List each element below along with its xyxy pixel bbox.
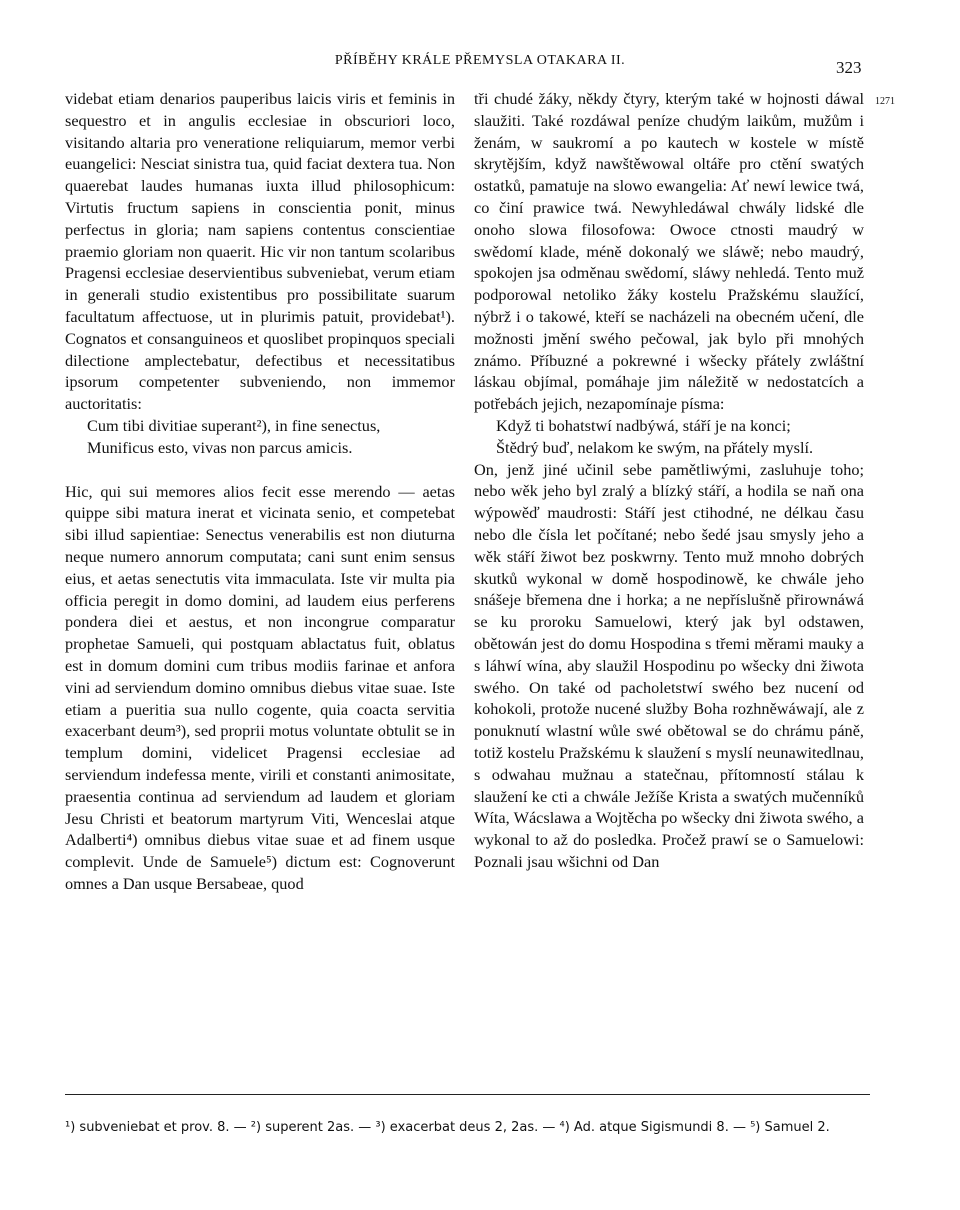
- czech-column: [474, 88, 864, 873]
- running-title: PŘÍBĚHY KRÁLE PŘEMYSLA OTAKARA II.: [334, 53, 626, 68]
- footnote-divider: [65, 1094, 870, 1095]
- latin-verse-line-1: Cum tibi divitiae superant²), in fine senectus,: [87, 415, 381, 435]
- latin-verse-line-2: Munificus esto, vivas non parcus amicis.: [87, 437, 353, 457]
- latin-paragraph-1: videbat etiam denarios pauperibus laicis viris et feminis in sequestro et in angulis ecclesiae in obscuriori loco, visitando altaria pro veneratione reliquiarum, memor verbi euangelici: Nesciat sinistra tua, quid faciat dextera tua. Non quaerebat laudes humanas iuxta illud philosophicum: Virtutis fructum sapiens in conscientia ponit, minus perfectus in gloria; nam sapiens contentus conscientiae praemio gloriam non quaerit. Hic vir non tantum scolaribus Pragensi ecclesiae deservientibus subveniebat, verum etiam in generali studio existentibus pro possibilitate suarum facultatum affectuose, ut in plurimis patuit, providebat¹). Cognatos et consanguineos et quoslibet propinquos speciali dilectione amplectebatur, defectibus et necessitatibus ipsorum competenter subveniendo, non immemor auctoritatis:: [65, 89, 455, 414]
- czech-paragraph-1: tři chudé žáky, někdy čtyry, kterým také w hojnosti dáwal slaužiti. Také rozdáwal peníze chudým laikům, mužům i ženám, w saukromí a po kautech w kostele w místě skrytějším, když nawštěwowal oltáře pro ctění swatých ostatků, pamatuje na slowo ewangelia: Ať newí lewice twá, co činí prawice twá. Newyhledáwal chwály lidské dle onoho slowa filosofowa: Owoce ctnosti maudrý w swědomí klade, méně dokonalý we sláwě; nebo maudrý, spokojen jsa odměnau swědomí, sláwy nehledá. Tento muž podporowal netoliko žáky kostelu Pražskému slaužící, nýbrž i o takowé, kteří se nacházeli na obecném učení, dle možnosti jmění swého pečowal, jak bylo při mnohých známo. Příbuzné a pokrewné i wšecky přátely zwláštní láskau objímal, pomáhaje jim náležitě w nedostatcích a potřebách jejich, nezapomínaje písma:: [474, 89, 864, 414]
- page-number: 323: [836, 58, 862, 77]
- latin-paragraph-2: Hic, qui sui memores alios fecit esse merendo — aetas quippe sibi matura inerat et vicinata senio, et competebat sibi illud sapientiae: Senectus venerabilis est non diuturna neque numero annorum computata; cani sunt enim sensus eius, et aetas senectutis vita immaculata. Iste vir multa pia officia peregit in domo domini, ad laudem eius perferens pondera diei et aestus, et non incongrue comparatur prophetae Samueli, qui postquam ablactatus fuit, oblatus est in domum domini cum tribus modiis farinae et anfora vini ad serviendum domino omnibus diebus vitae suae. Iste etiam a pueritia sua nullo cogente, quia coacta servitia exacerbant deum³), sed proprii motus voluntate obtulit se in templum domini, videlicet Pragensi ecclesiae ad serviendum indefessa mente, virili et constanti animositate, praesentia continua ad serviendum ad laudem et gloriam Jesu Christi et beatorum martyrum Viti, Wenceslai atque Adalberti⁴) omnibus diebus vitae suae et ad finem usque complevit. Unde de Samuele⁵) dictum est: Cognoverunt omnes a Dan usque Bersabeae, quod: [65, 481, 455, 893]
- latin-column: [65, 88, 455, 895]
- czech-paragraph-2: On, jenž jiné učinil sebe pamětliwými, zasluhuje toho; nebo wěk jeho byl zralý a blízký stáří, a hodila se naň ona wýpowěď maudrosti: Stáří jest ctihodné, ne délkau času nebo dle čísla let počítané; nebo šedé jsau smysly jeho a wěk stáří žiwot bez poskwrny. Tento muž mnoho dobrých skutků wykonal w domě hospodinowě, ke chwále jeho snášeje břemena dne i horka; a ne nepříslušně přirownáwá se ku proroku Samuelowi, který jak byl odstawen, obětowán jest do domu Hospodina s třemi měrami mauky a s láhwí wína, aby slaužil Hospodinu po wšecky dni žiwota swého. On také od pacholetstwí swého bez nucení od kohokoli, protože nucené služby Boha rozhněwáwají, ale z ponuknutí wlastní wůle swé obětowal se do chrámu páně, totiž kostelu Pražskému k slaužení s myslí neunawitedlnau, s odwahau mužnau a statečnau, přítomností stálau k slaužení ke cti a chwále Ježíše Krista a swatých mučenníků Wíta, Wácslawa a Wojtěcha po wšecky dni žiwota swého, a wykonal to až do posledka. Pročež prawí se o Samuelowi: Poznali jsau wšichni od Dan: [474, 459, 864, 871]
- czech-verse-line-1: Když ti bohatstwí nadbýwá, stáří je na konci;: [496, 415, 791, 435]
- margin-year: 1271: [875, 96, 895, 107]
- czech-verse-line-2: Štědrý buď, nelakom ke swým, na přátely myslí.: [496, 437, 814, 457]
- footnotes: ¹) subveniebat et prov. 8. — ²) superent 2as. — ³) exacerbat deus 2, 2as. — ⁴) Ad. atque Sigismundi 8. — ⁵) Samuel 2.: [65, 1120, 830, 1135]
